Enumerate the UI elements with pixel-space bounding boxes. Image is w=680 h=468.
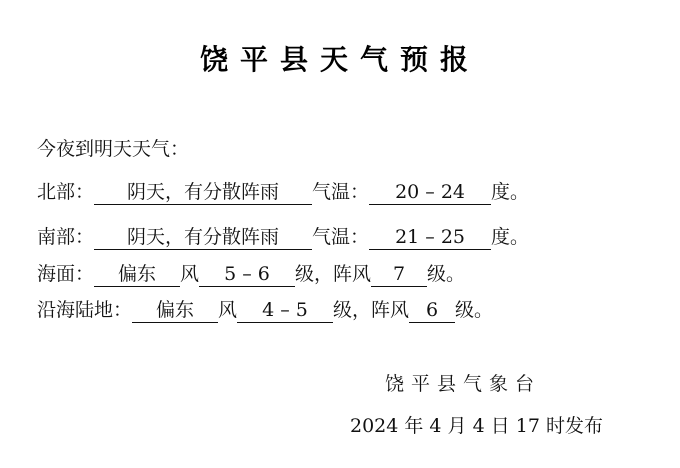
page-title: 饶平县天气预报	[199, 43, 480, 76]
sea-gust-level: 7	[371, 262, 427, 287]
coast-gust-label: 级，阵风	[333, 299, 410, 321]
issuer-signature: 饶平县气象台	[385, 373, 542, 395]
south-forecast-line	[37, 224, 529, 250]
north-temp: 20 – 24	[369, 180, 491, 205]
coast-wind-level: 4 – 5	[237, 298, 333, 323]
intro-line: 今夜到明天天气：	[37, 138, 190, 160]
south-temp-unit: 度。	[491, 226, 530, 248]
coast-wind-word: 风	[218, 299, 238, 321]
north-forecast-line	[37, 179, 529, 205]
south-temp-label: 气温：	[312, 226, 370, 248]
north-label: 北部：	[37, 181, 95, 203]
sea-wind-direction: 偏东	[94, 262, 180, 287]
sea-label: 海面：	[37, 263, 95, 285]
north-temp-unit: 度。	[491, 181, 530, 203]
sea-wind-level: 5 – 6	[199, 262, 295, 287]
issue-date: 2024 年 4 月 4 日 17 时发布	[350, 415, 603, 437]
coast-wind-direction: 偏东	[132, 298, 218, 323]
north-temp-label: 气温：	[312, 181, 370, 203]
south-weather: 阴天，有分散阵雨	[94, 225, 312, 250]
north-weather: 阴天，有分散阵雨	[94, 180, 312, 205]
coast-end: 级。	[455, 299, 494, 321]
coast-forecast-line	[37, 297, 493, 323]
coast-label: 沿海陆地：	[37, 299, 133, 321]
sea-wind-word: 风	[180, 263, 200, 285]
sea-gust-label: 级，阵风	[295, 263, 372, 285]
sea-end: 级。	[427, 263, 466, 285]
south-temp: 21 – 25	[369, 225, 491, 250]
sea-forecast-line	[37, 261, 465, 287]
south-label: 南部：	[37, 226, 95, 248]
coast-gust-level: 6	[409, 298, 455, 323]
